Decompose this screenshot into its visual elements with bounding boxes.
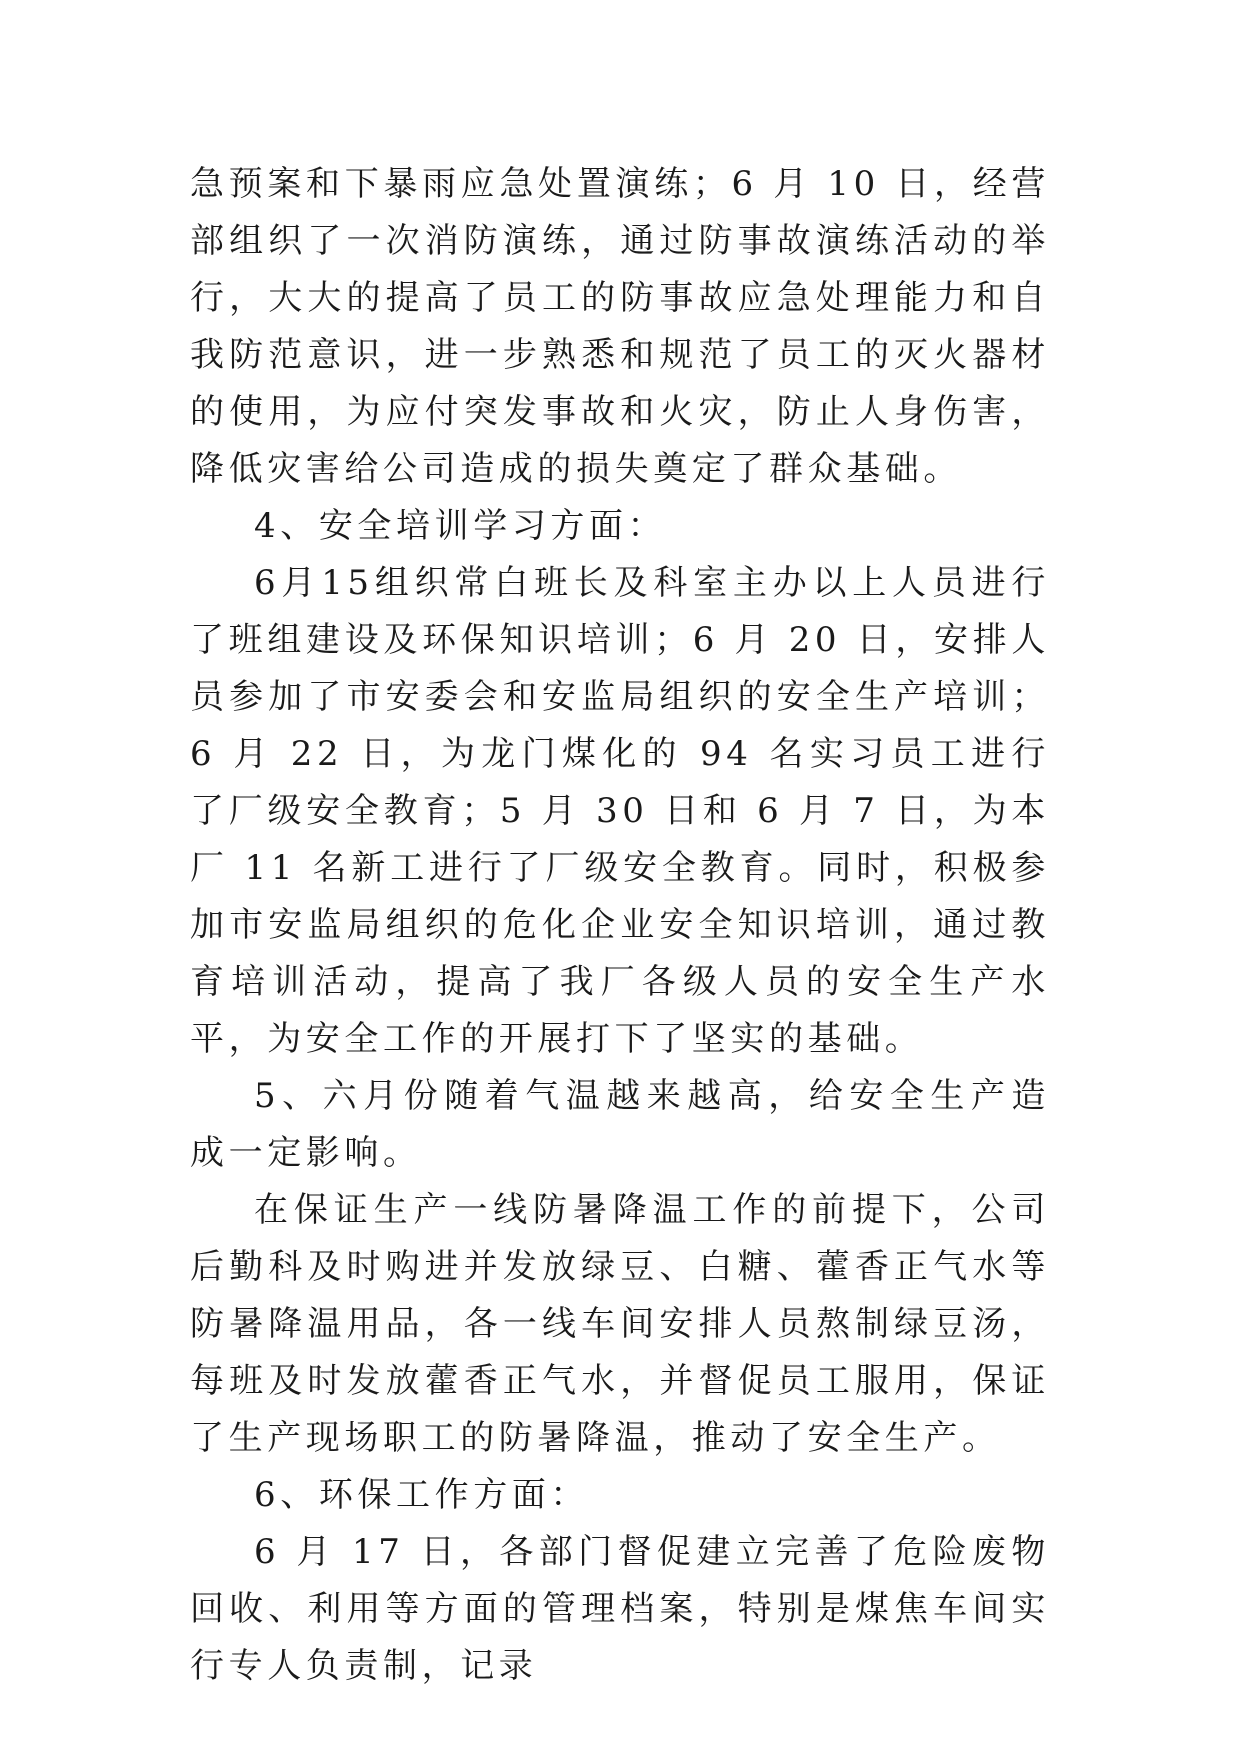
section-heading-heat-season: 5、六月份随着气温越来越高，给安全生产造成一定影响。 [190,1076,1050,1173]
document-body [190,156,1050,1695]
paragraph-safety-training: 6月15组织常白班长及科室主办以上人员进行了班组建设及环保知识培训；6 月 20 日，安排人员参加了市安委会和安监局组织的安全生产培训；6 月 22 日，为龙门煤化的 94 名实习员工进行了厂级安全教育；5 月 30 日和 6 月 7 日，为本厂 11 名新工进行了厂级安全教育。同时，积极参加市安监局组织的危化企业安全知识培训，通过教育培训活动，提高了我厂各级人员的安全生产水平，为安全工作的开展打下了坚实的基础。 [190,563,1050,1059]
section-heading-environmental-work: 6、环保工作方面： [254,1475,590,1515]
paragraph-environmental-work: 6 月 17 日，各部门督促建立完善了危险废物回收、利用等方面的管理档案，特别是煤焦车间实行专人负责制，记录 [190,1532,1050,1686]
section-heading-safety-training: 4、安全培训学习方面： [254,506,667,546]
paragraph-emergency-drills: 急预案和下暴雨应急处置演练；6 月 10 日，经营部组织了一次消防演练，通过防事故演练活动的举行，大大的提高了员工的防事故应急处理能力和自我防范意识，进一步熟悉和规范了员工的灭火器材的使用，为应付突发事故和火灾，防止人身伤害，降低灾害给公司造成的损失奠定了群众基础。 [190,164,1050,489]
paragraph-heat-prevention: 在保证生产一线防暑降温工作的前提下，公司后勤科及时购进并发放绿豆、白糖、藿香正气水等防暑降温用品，各一线车间安排人员熬制绿豆汤，每班及时发放藿香正气水，并督促员工服用，保证了生产现场职工的防暑降温，推动了安全生产。 [190,1190,1050,1458]
